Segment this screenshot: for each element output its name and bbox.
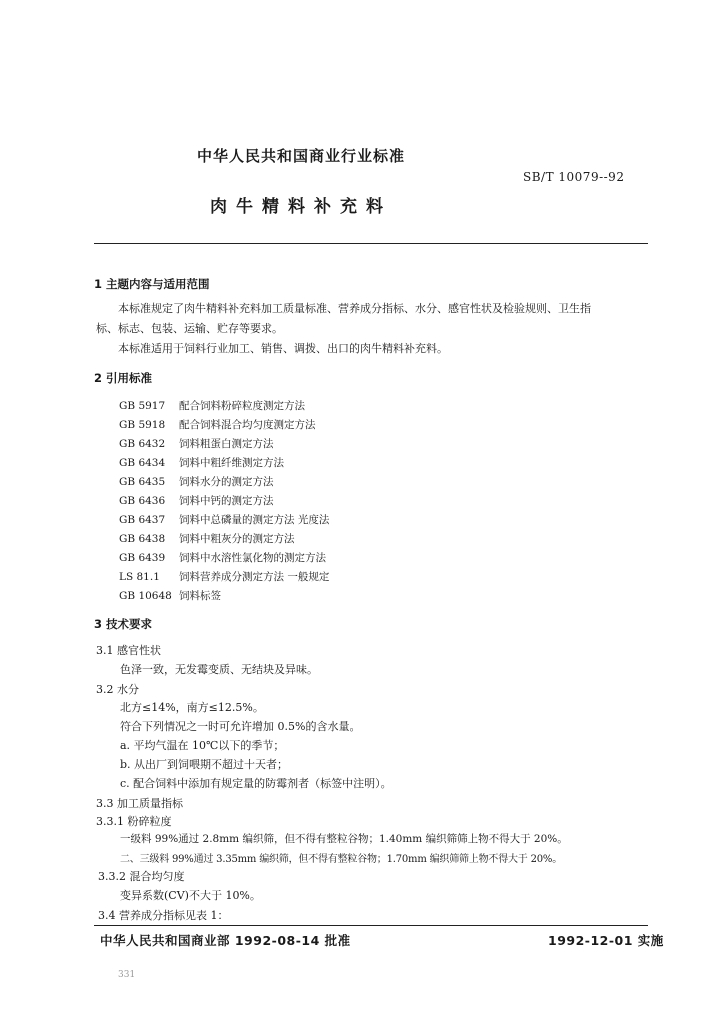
approval-statement: 中华人民共和国商业部 1992-08-14 批准	[100, 933, 351, 948]
reference-code: GB 6437	[119, 514, 166, 526]
reference-name: 配合饲料粉碎粒度测定方法	[179, 400, 305, 412]
reference-code: GB 5918	[119, 419, 166, 431]
standard-code: SB/T 10079--92	[523, 170, 625, 184]
reference-item	[119, 531, 295, 546]
section-3-3-1-line-1: 一级料 99%通过 2.8mm 编织筛，但不得有整粒谷物；1.40mm 编织筛筛上物不得大于 20%。	[120, 833, 568, 845]
reference-name: 饲料中粗灰分的测定方法	[179, 533, 295, 545]
reference-item	[119, 588, 221, 603]
footer-divider	[94, 925, 648, 926]
reference-item	[119, 474, 274, 489]
reference-name: 饲料水分的测定方法	[179, 476, 274, 488]
section-3-2-item-c: c. 配合饲料中添加有规定量的防霉剂者（标签中注明）。	[120, 777, 392, 790]
reference-name: 饲料标签	[179, 590, 221, 602]
section-3-3-1-line-2: 二、三级料 99%通过 3.35mm 编织筛，但不得有整粒谷物；1.70mm 编织筛筛上物不得大于 20%。	[120, 854, 563, 865]
reference-item	[119, 550, 326, 565]
reference-item	[119, 436, 274, 451]
reference-item	[119, 398, 305, 413]
section-1-paragraph-1b: 标、标志、包装、运输、贮存等要求。	[96, 322, 283, 335]
section-3-3-2-title: 3.3.2 混合均匀度	[98, 870, 185, 883]
section-3-2-line-2: 符合下列情况之一时可允许增加 0.5%的含水量。	[120, 720, 361, 733]
section-3-2-title: 3.2 水分	[96, 683, 139, 696]
reference-name: 饲料中粗纤维测定方法	[179, 457, 284, 469]
section-3-1-text: 色泽一致，无发霉变质、无结块及异味。	[120, 663, 318, 676]
section-3-2-item-a: a. 平均气温在 10℃以下的季节；	[120, 739, 285, 752]
section-2-heading: 2 引用标准	[94, 371, 153, 385]
section-1-paragraph-2: 本标准适用于饲料行业加工、销售、调拨、出口的肉牛精料补充料。	[118, 342, 448, 355]
issuing-organization: 中华人民共和国商业行业标准	[197, 147, 406, 165]
section-3-heading: 3 技术要求	[94, 617, 153, 631]
page-number: 331	[118, 970, 136, 980]
reference-code: LS 81.1	[119, 571, 160, 583]
reference-name: 饲料营养成分测定方法 一般规定	[179, 571, 330, 583]
section-3-3-1-title: 3.3.1 粉碎粒度	[96, 815, 172, 828]
reference-code: GB 6435	[119, 476, 166, 488]
section-1-paragraph-1a: 本标准规定了肉牛精料补充料加工质量标准、营养成分指标、水分、感官性状及检验规则、卫生指	[118, 302, 591, 315]
reference-code: GB 6434	[119, 457, 166, 469]
reference-name: 饲料粗蛋白测定方法	[179, 438, 274, 450]
reference-code: GB 5917	[119, 400, 166, 412]
section-3-4-title: 3.4 营养成分指标见表 1：	[98, 909, 229, 922]
section-3-2-line-1: 北方≤14%，南方≤12.5%。	[120, 701, 264, 714]
document-title: 肉牛精料补充料	[210, 197, 392, 217]
reference-item	[119, 512, 329, 527]
reference-code: GB 6439	[119, 552, 166, 564]
section-3-2-item-b: b. 从出厂到饲喂期不超过十天者；	[120, 758, 289, 771]
reference-name: 饲料中总磷量的测定方法 光度法	[179, 514, 330, 526]
section-1-heading: 1 主题内容与适用范围	[94, 277, 210, 291]
reference-item	[119, 417, 316, 432]
implementation-date: 1992-12-01 实施	[548, 933, 664, 948]
reference-item	[119, 569, 329, 584]
reference-code: GB 6438	[119, 533, 166, 545]
reference-item	[119, 493, 274, 508]
reference-code: GB 10648	[119, 590, 172, 602]
reference-name: 饲料中钙的测定方法	[179, 495, 274, 507]
header-divider	[94, 243, 648, 244]
reference-name: 配合饲料混合均匀度测定方法	[179, 419, 316, 431]
reference-code: GB 6436	[119, 495, 166, 507]
reference-item	[119, 455, 284, 470]
reference-name: 饲料中水溶性氯化物的测定方法	[179, 552, 326, 564]
section-3-1-title: 3.1 感官性状	[96, 644, 161, 657]
section-3-3-2-text: 变异系数(CV)不大于 10%。	[120, 889, 261, 902]
reference-code: GB 6432	[119, 438, 166, 450]
section-3-3-title: 3.3 加工质量指标	[96, 797, 183, 810]
